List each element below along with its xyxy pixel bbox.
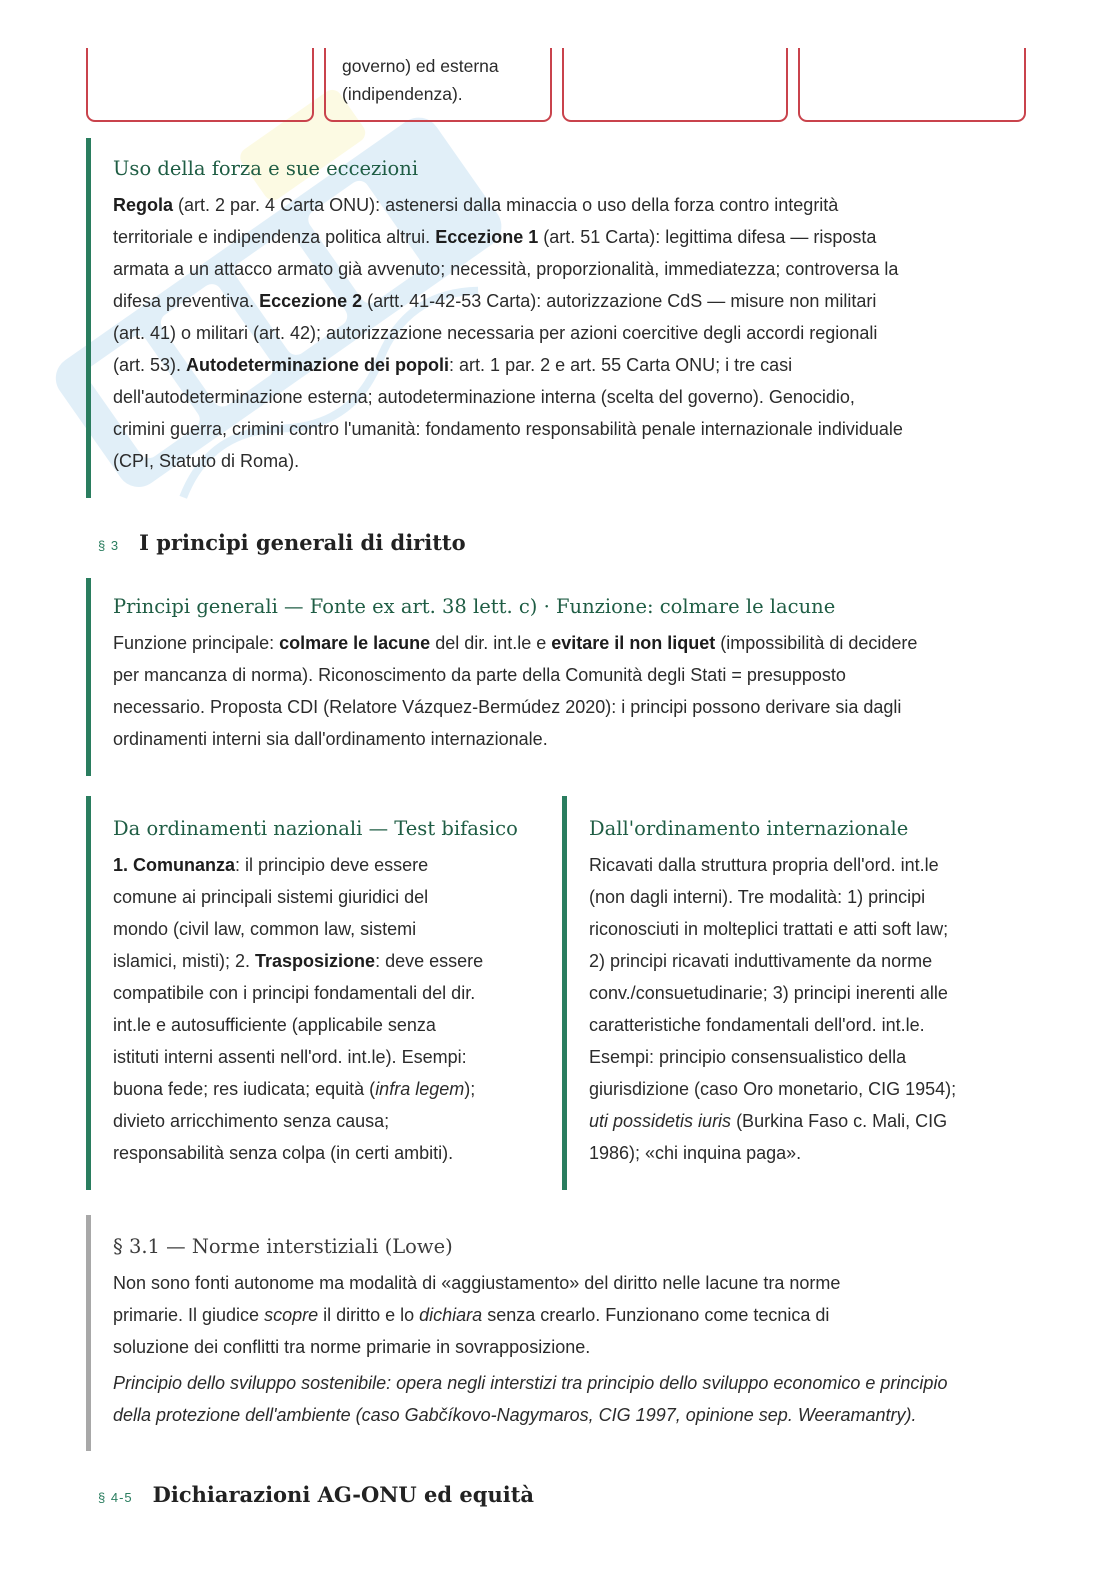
bold-term: Regola <box>113 195 174 215</box>
text-line <box>113 1009 542 1041</box>
block-uso-forza <box>86 138 1026 498</box>
block-body <box>113 627 1026 755</box>
top-card-4 <box>798 48 1026 122</box>
text-segment: (CPI, Statuto di Roma). <box>113 451 300 471</box>
text-segment: divieto arricchimento senza causa; <box>113 1111 390 1131</box>
top-card-3 <box>562 48 788 122</box>
text-line <box>113 317 1026 349</box>
text-segment: Ricavati dalla struttura propria dell'ord. int.le <box>589 855 939 875</box>
text-segment: territoriale e indipendenza politica altrui. <box>113 227 436 247</box>
text-segment: Funzione principale: <box>113 633 280 653</box>
text-segment: ); <box>464 1079 476 1099</box>
text-line <box>113 945 542 977</box>
text-segment: : deve essere <box>375 951 484 971</box>
text-segment: 1986); «chi inquina paga». <box>589 1143 802 1163</box>
text-segment: (artt. 41-42-53 Carta): autorizzazione CdS — misure non militari <box>362 291 877 311</box>
text-line <box>113 349 1026 381</box>
text-line <box>589 1073 1026 1105</box>
bold-term: Autodeterminazione dei popoli <box>186 355 450 375</box>
text-line <box>589 849 1026 881</box>
text-line <box>113 913 542 945</box>
text-segment: mondo (civil law, common law, sistemi <box>113 919 417 939</box>
text-segment: il diritto e lo <box>318 1305 420 1325</box>
section-heading-3 <box>98 530 466 555</box>
note-line: della protezione dell'ambiente (caso Gabčíkovo-Nagymaros, CIG 1997, opinione sep. Weeramantry). <box>113 1405 917 1425</box>
bold-term: Eccezione 2 <box>259 291 363 311</box>
text-segment: riconosciuti in molteplici trattati e atti soft law; <box>589 919 949 939</box>
block-body <box>113 1267 1026 1363</box>
block-ordinamento-internazionale <box>562 796 1026 1190</box>
text-segment: primarie. Il giudice <box>113 1305 265 1325</box>
text-line <box>589 945 1026 977</box>
text-line <box>113 285 1026 317</box>
text-line <box>113 627 1026 659</box>
text-segment: (Burkina Faso c. Mali, CIG <box>731 1111 948 1131</box>
bold-term: colmare le lacune <box>279 633 431 653</box>
text-segment: soluzione dei conflitti tra norme primarie in sovrapposizione. <box>113 1337 591 1357</box>
text-line <box>113 1105 542 1137</box>
block-title: Dall'ordinamento internazionale <box>589 817 909 840</box>
text-line <box>113 723 1026 755</box>
section-number: § 3 <box>98 538 120 553</box>
text-segment: ordinamenti interni sia dall'ordinamento internazionale. <box>113 729 548 749</box>
text-segment: senza crearlo. Funzionano come tecnica di <box>482 1305 830 1325</box>
text-line <box>589 881 1026 913</box>
text-line <box>589 1009 1026 1041</box>
text-segment: (non dagli interni). Tre modalità: 1) principi <box>589 887 926 907</box>
block-title: Da ordinamenti nazionali — Test bifasico <box>113 817 518 840</box>
text-line <box>113 1073 542 1105</box>
italic-term: scopre <box>264 1305 319 1325</box>
text-line <box>589 913 1026 945</box>
text-line <box>113 381 1026 413</box>
text-line <box>113 1331 1026 1363</box>
text-segment: buona fede; res iudicata; equità ( <box>113 1079 376 1099</box>
block-principi-generali <box>86 578 1026 776</box>
text-segment: 2) principi ricavati induttivamente da norme <box>589 951 933 971</box>
text-line <box>113 1299 1026 1331</box>
text-line <box>113 445 1026 477</box>
text-segment: conv./consuetudinarie; 3) principi inerenti alle <box>589 983 948 1003</box>
bold-term: Eccezione 1 <box>435 227 539 247</box>
text-line <box>113 1041 542 1073</box>
text-line <box>589 1137 1026 1169</box>
text-segment: (art. 51 Carta): legittima difesa — risposta <box>538 227 877 247</box>
section-title: Dichiarazioni AG-ONU ed equità <box>152 1482 535 1507</box>
block-body <box>589 849 1026 1169</box>
text-line <box>113 849 542 881</box>
text-segment: istituti interni assenti nell'ord. int.le). Esempi: <box>113 1047 467 1067</box>
text-line <box>113 221 1026 253</box>
text-segment: int.le e autosufficiente (applicabile senza <box>113 1015 436 1035</box>
text-line <box>113 977 542 1009</box>
section-number: § 4-5 <box>98 1490 133 1505</box>
italic-term: dichiara <box>419 1305 483 1325</box>
top-card-line: (indipendenza). <box>342 84 463 104</box>
block-body <box>113 189 1026 477</box>
text-line <box>113 189 1026 221</box>
block-title: Principi generali — Fonte ex art. 38 lett. c) · Funzione: colmare le lacune <box>113 595 836 618</box>
text-line <box>113 1137 542 1169</box>
text-line <box>113 659 1026 691</box>
text-segment: (art. 53). <box>113 355 187 375</box>
block-title: Uso della forza e sue eccezioni <box>113 157 419 180</box>
italic-term: uti possidetis iuris <box>589 1111 732 1131</box>
bold-term: evitare il non liquet <box>551 633 716 653</box>
text-segment: del dir. int.le e <box>430 633 552 653</box>
top-card-2 <box>324 48 552 122</box>
bold-term: Trasposizione <box>255 951 376 971</box>
block-title: § 3.1 — Norme interstiziali (Lowe) <box>113 1235 453 1258</box>
text-segment: : art. 1 par. 2 e art. 55 Carta ONU; i tre casi <box>449 355 793 375</box>
text-segment: Non sono fonti autonome ma modalità di «aggiustamento» del diritto nelle lacune tra norme <box>113 1273 841 1293</box>
text-segment: (impossibilità di decidere <box>715 633 918 653</box>
text-segment: armata a un attacco armato già avvenuto; necessità, proporzionalità, immediatezza; controversa la <box>113 259 899 279</box>
section-heading-4-5 <box>98 1482 534 1507</box>
text-line <box>113 881 542 913</box>
bold-term: 1. Comunanza <box>113 855 236 875</box>
text-segment: caratteristiche fondamentali dell'ord. int.le. <box>589 1015 925 1035</box>
text-segment: per mancanza di norma). Riconoscimento da parte della Comunità degli Stati = presupposto <box>113 665 846 685</box>
text-line <box>113 413 1026 445</box>
text-segment: responsabilità senza colpa (in certi ambiti). <box>113 1143 454 1163</box>
text-segment: (art. 2 par. 4 Carta ONU): astenersi dalla minaccia o uso della forza contro integrità <box>173 195 839 215</box>
text-segment: crimini guerra, crimini contro l'umanità: fondamento responsabilità penale internazionale individuale <box>113 419 903 439</box>
italic-term: infra legem <box>375 1079 465 1099</box>
block-norme-interstiziali <box>86 1215 1026 1451</box>
text-segment: comune ai principali sistemi giuridici del <box>113 887 429 907</box>
text-line <box>113 253 1026 285</box>
section-title: I principi generali di diritto <box>139 530 466 555</box>
text-segment: giurisdizione (caso Oro monetario, CIG 1954); <box>589 1079 957 1099</box>
text-line <box>589 1105 1026 1137</box>
top-card-line: governo) ed esterna <box>342 56 499 76</box>
block-body <box>113 849 542 1169</box>
text-segment: (art. 41) o militari (art. 42); autorizzazione necessaria per azioni coercitive degli accordi regionali <box>113 323 878 343</box>
text-segment: necessario. Proposta CDI (Relatore Vázquez-Bermúdez 2020): i principi possono derivare sia dagli <box>113 697 902 717</box>
text-segment: Esempi: principio consensualistico della <box>589 1047 907 1067</box>
text-segment: difesa preventiva. <box>113 291 260 311</box>
text-segment: islamici, misti); 2. <box>113 951 256 971</box>
text-segment: dell'autodeterminazione esterna; autodeterminazione interna (scelta del governo). Genocidio, <box>113 387 855 407</box>
text-line <box>113 1267 1026 1299</box>
block-ordinamenti-nazionali <box>86 796 542 1190</box>
note-line: Principio dello sviluppo sostenibile: opera negli interstizi tra principio dello sviluppo economico e principio <box>113 1373 948 1393</box>
text-line <box>113 691 1026 723</box>
text-line <box>589 1041 1026 1073</box>
top-card-1 <box>86 48 314 122</box>
text-segment: compatibile con i principi fondamentali del dir. <box>113 983 476 1003</box>
text-segment: : il principio deve essere <box>235 855 429 875</box>
text-line <box>589 977 1026 1009</box>
